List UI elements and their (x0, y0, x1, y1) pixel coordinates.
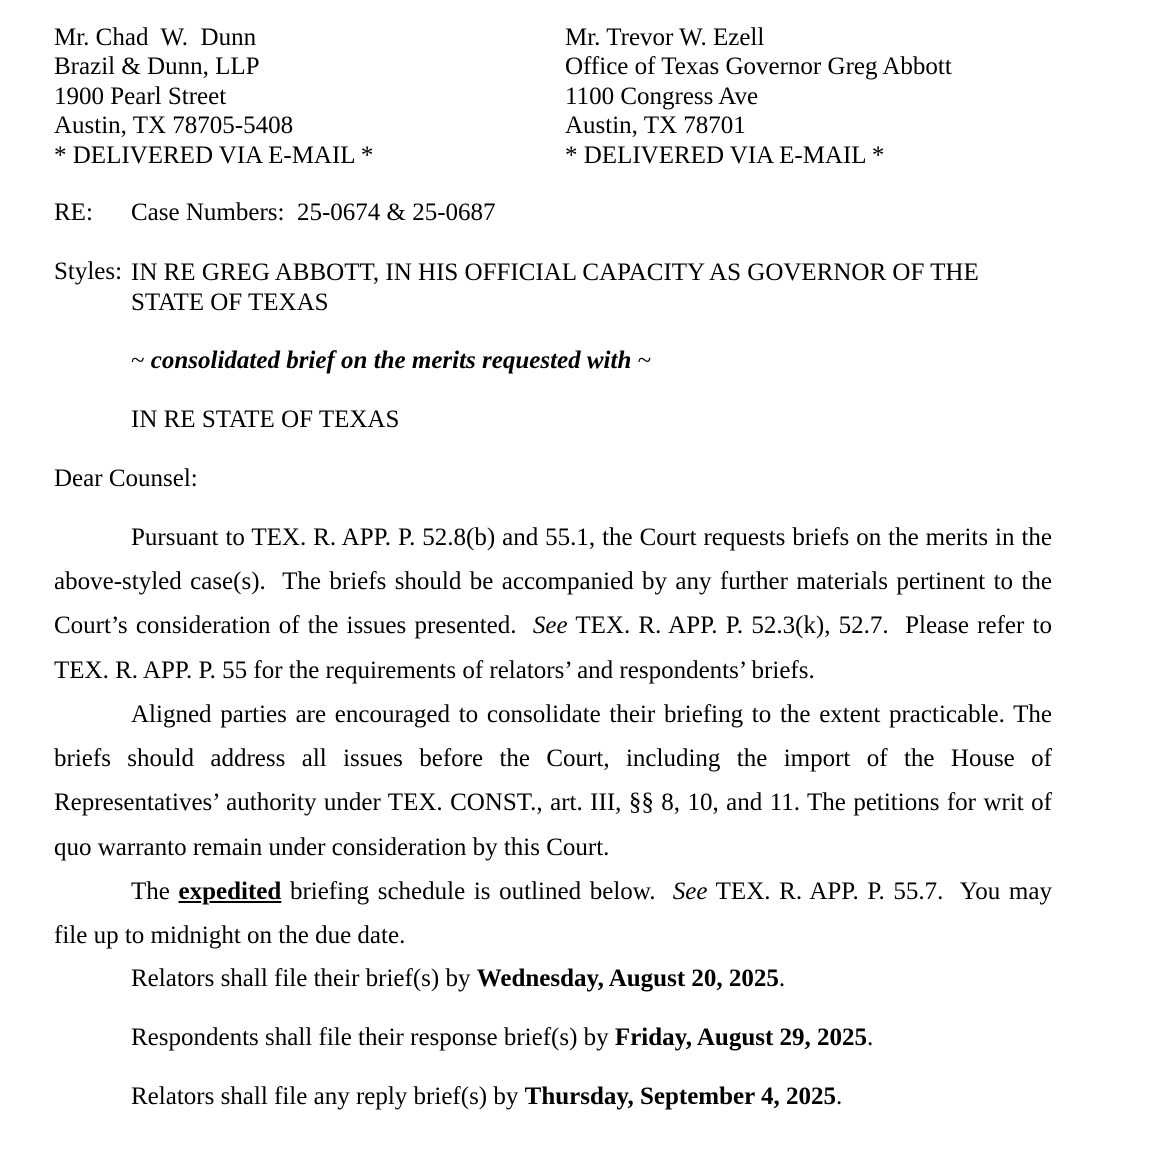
consolidated-text: consolidated brief on the merits requested with (150, 347, 632, 374)
style-first-case: IN RE GREG ABBOTT, IN HIS OFFICIAL CAPACITY AS GOVERNOR OF THE STATE OF TEXAS (131, 259, 979, 316)
schedule-respondents-brief (131, 1024, 873, 1052)
recipient-block-left (54, 23, 373, 170)
schedule-text: Respondents shall file their response brief(s) by (131, 1024, 615, 1051)
paragraph-expedited (54, 870, 1059, 958)
recipient-street: 1100 Congress Ave (565, 82, 759, 110)
schedule-date: Thursday, September 4, 2025 (524, 1083, 837, 1110)
recipient-block-right (565, 23, 952, 170)
paragraph-text: TEX. R. APP. P. 52.3(k), 52.7. Please refer to TEX. R. APP. P. 55 for the requirements of relators’ and respondents’ briefs. (54, 612, 1058, 684)
salutation: Dear Counsel: (54, 465, 198, 492)
schedule-reply-brief (131, 1083, 842, 1111)
tilde-close: ~ (631, 347, 652, 374)
schedule-end: . (778, 965, 786, 992)
paragraph-text: briefing schedule is outlined below. (281, 878, 673, 905)
recipient-name: Mr. Trevor W. Ezell (565, 24, 765, 51)
schedule-end: . (836, 1083, 843, 1110)
tilde-open: ~ (131, 347, 151, 374)
schedule-end: . (867, 1024, 874, 1051)
paragraph-text: The (131, 878, 179, 905)
recipient-street: 1900 Pearl Street (54, 82, 227, 110)
expedited-emphasis: expedited (178, 878, 282, 905)
schedule-date: Friday, August 29, 2025 (614, 1024, 868, 1051)
recipient-city: Austin, TX 78705-5408 (54, 112, 294, 140)
recipient-name: Mr. Chad W. Dunn (54, 24, 257, 51)
recipient-delivery: * DELIVERED VIA E-MAIL * (54, 141, 374, 169)
paragraph-aligned-parties: Aligned parties are encouraged to consolidate their briefing to the extent practicable. The briefs should address all issues before the Court, including the import of the House of Representatives’ authority under TEX. CONST., art. III, §§ 8, 10, and 11. The petitions for writ of quo warranto remain under consideration by this Court. (54, 701, 1052, 861)
schedule-date: Wednesday, August 20, 2025 (476, 965, 779, 992)
style-second-case: IN RE STATE OF TEXAS (131, 406, 400, 433)
consolidated-note (131, 347, 651, 375)
re-label: RE: (54, 199, 93, 226)
styles-label: Styles: (54, 258, 123, 285)
paragraph-text: TEX. R. APP. P. 55.7. You may file up to midnight on the due date. (54, 878, 1059, 950)
see-signal: See (532, 612, 568, 640)
paragraph-text: Pursuant to TEX. R. APP. P. 52.8(b) and 55.1, the Court requests briefs on the merits in the above-styled case(s). The briefs should be accompanied by any further materials pertinent to the Court’s consideration of the issues presented. (54, 524, 1059, 640)
schedule-text: Relators shall file any reply brief(s) by (131, 1083, 525, 1110)
recipient-delivery: * DELIVERED VIA E-MAIL * (565, 141, 885, 169)
schedule-text: Relators shall file their brief(s) by (131, 965, 477, 992)
see-signal: See (672, 878, 708, 905)
paragraph-briefs-request (54, 516, 1059, 693)
case-numbers: Case Numbers: 25-0674 & 25-0687 (131, 199, 496, 226)
recipient-firm: Office of Texas Governor Greg Abbott (565, 53, 952, 81)
recipient-firm: Brazil & Dunn, LLP (54, 53, 260, 81)
recipient-city: Austin, TX 78701 (565, 112, 746, 140)
schedule-relators-brief (131, 965, 785, 993)
